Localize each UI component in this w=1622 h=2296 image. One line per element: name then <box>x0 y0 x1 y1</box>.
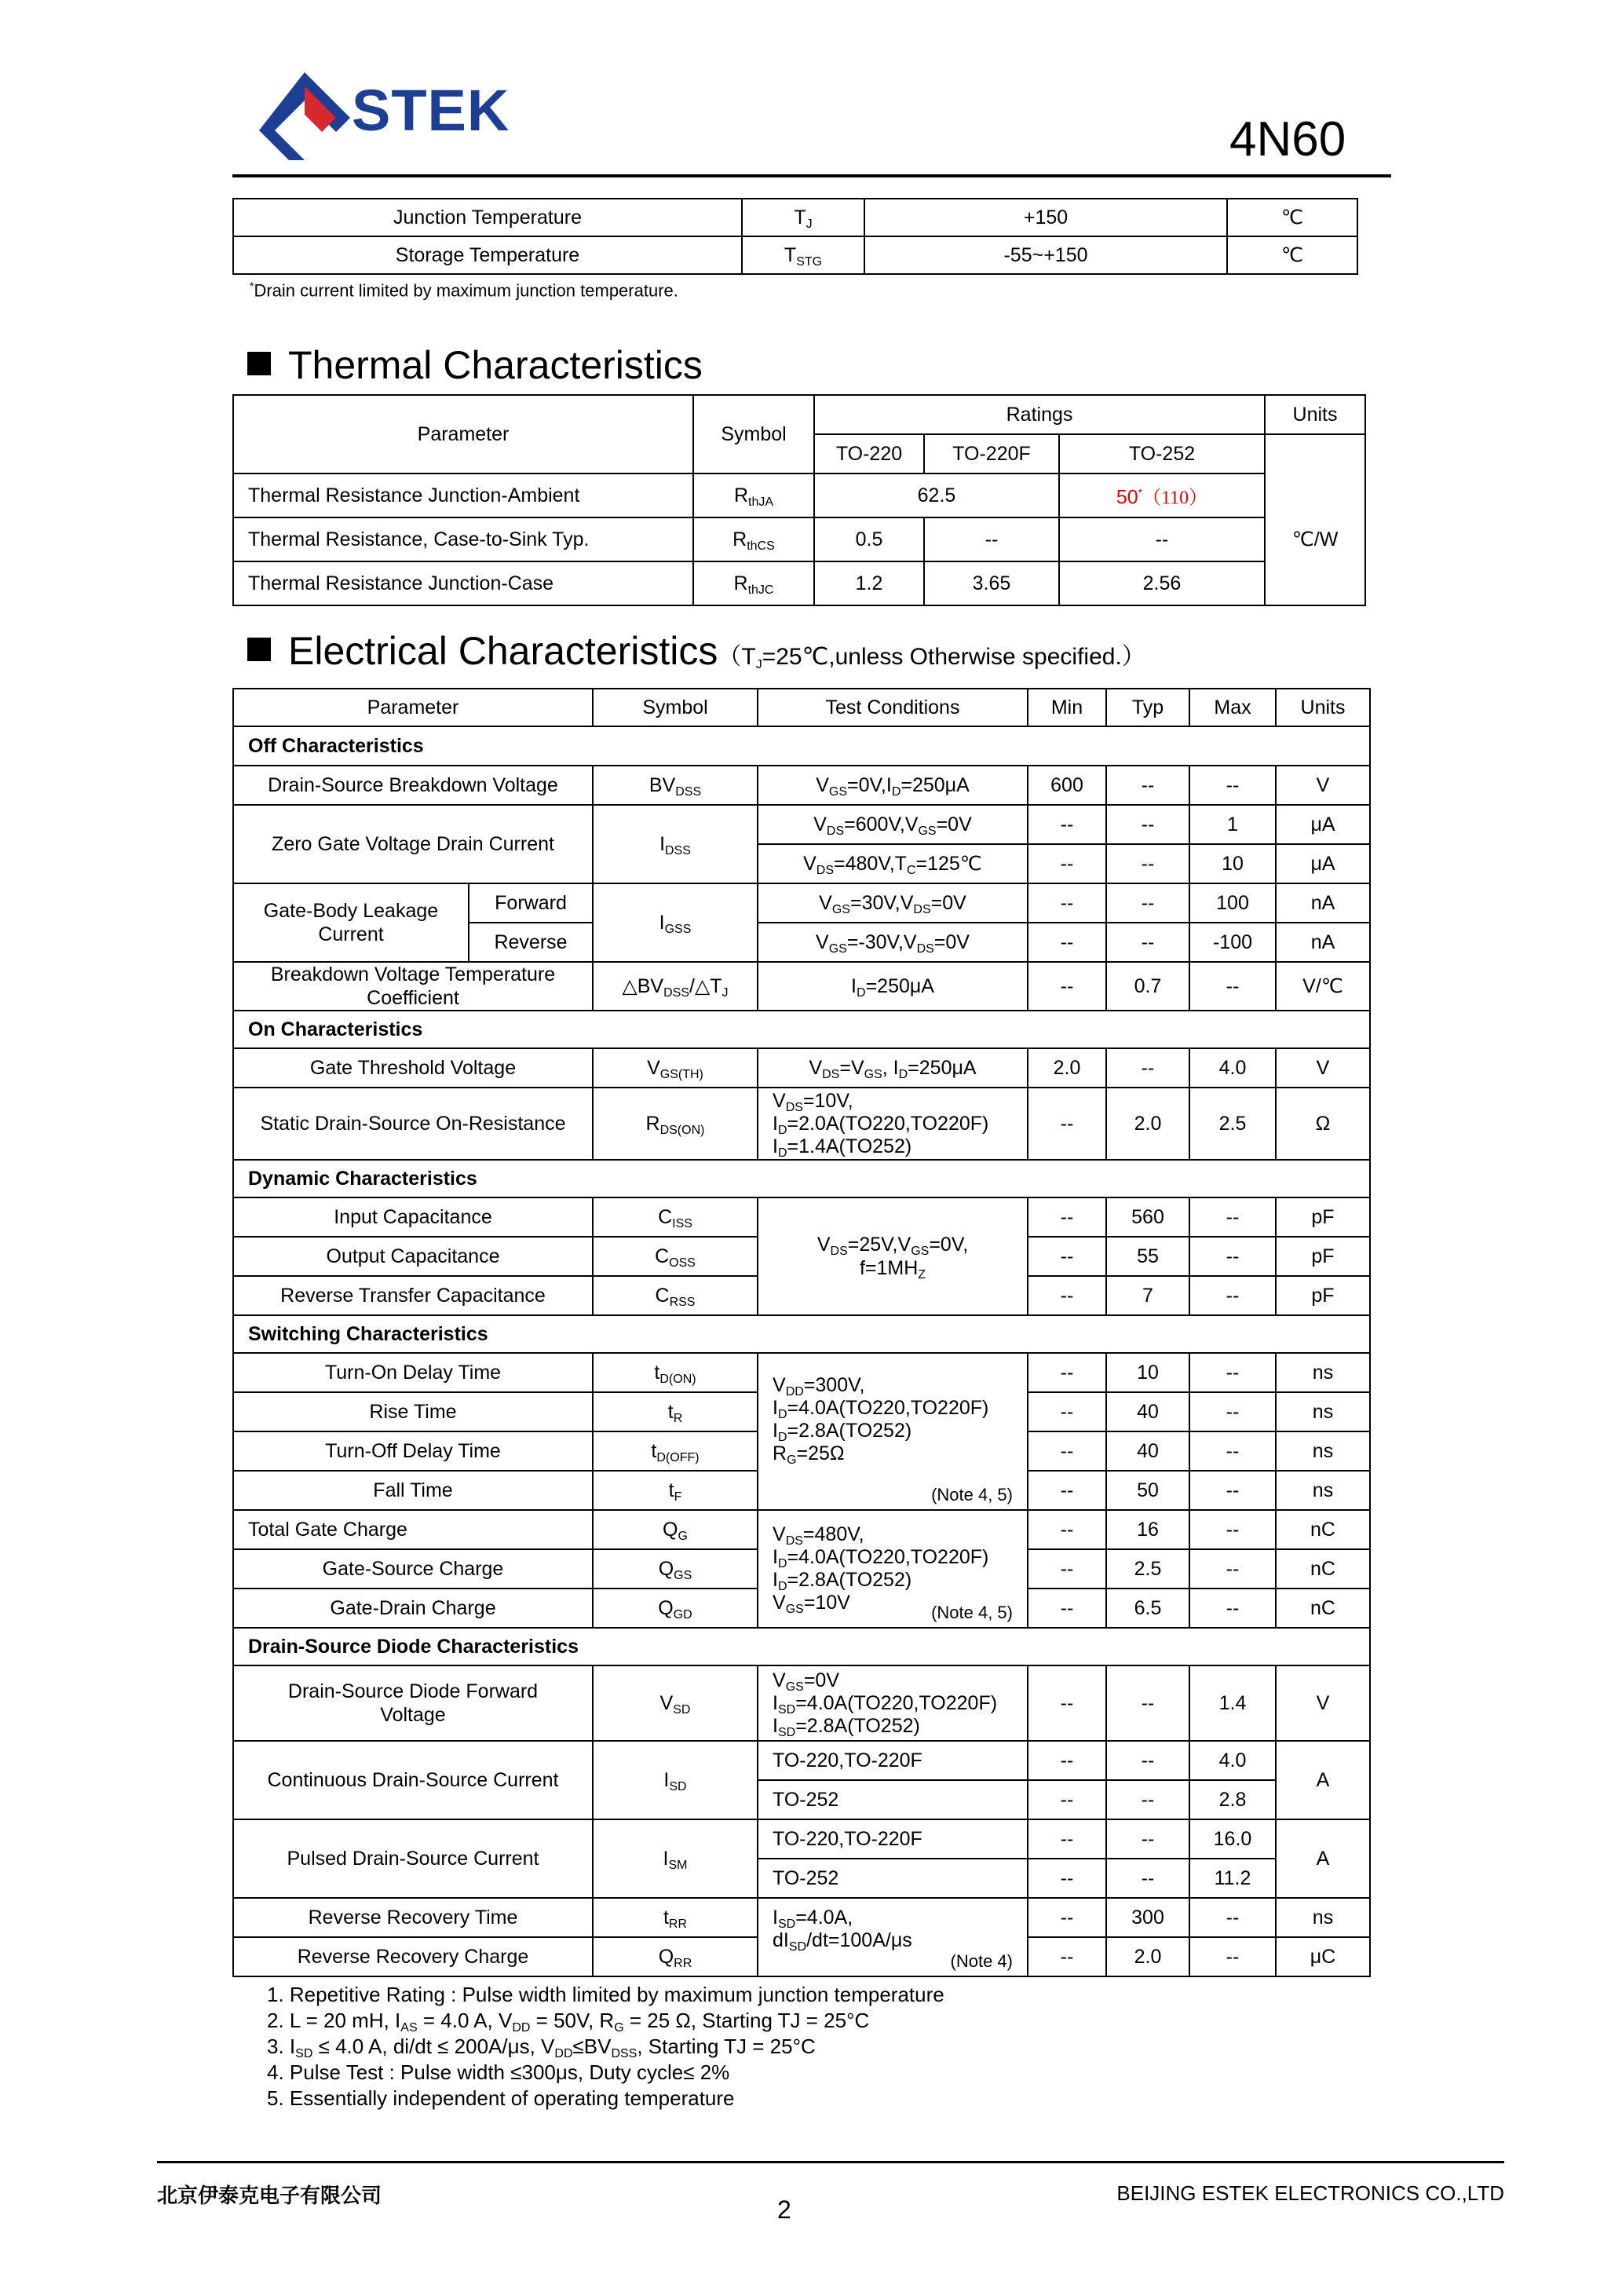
unit-cell: nC <box>1276 1589 1370 1628</box>
param-cell: Thermal Resistance Junction-Ambient <box>233 473 693 517</box>
footer-company-en: BEIJING ESTEK ELECTRONICS CO.,LTD <box>1116 2181 1504 2205</box>
symbol-cell: $C_{ISS}$ <box>593 1197 758 1237</box>
unit-cell: ns <box>1276 1431 1370 1471</box>
param-cell: Gate-Source Charge <box>233 1549 593 1589</box>
typ-cell: 16 <box>1106 1510 1189 1549</box>
typ-cell: -- <box>1106 844 1189 883</box>
symbol-cell: $C_{OSS}$ <box>593 1237 758 1276</box>
min-cell: -- <box>1028 844 1106 883</box>
value-cell: 50*（110） <box>1059 473 1265 517</box>
col-header-ratings: Ratings <box>814 395 1265 434</box>
table-row <box>233 962 1370 1011</box>
value-cell: 62.5 <box>814 473 1059 517</box>
max-cell: 2.5 <box>1189 1088 1276 1160</box>
footnote: 5. Essentially independent of operating temperature <box>267 2086 735 2110</box>
min-cell: -- <box>1028 1276 1106 1315</box>
symbol-cell: $R_{thJC}$ <box>693 561 814 605</box>
col-header-units: Units <box>1276 689 1370 726</box>
max-cell: -- <box>1189 1237 1276 1276</box>
condition-cell: $V_{GS}=30V,V_{DS}=0V$ <box>758 883 1028 923</box>
condition-cell: $V_{DS}=600V,V_{GS}=0V$ <box>758 805 1028 844</box>
table-header-row <box>233 689 1370 726</box>
value-cell: +150 <box>864 199 1227 236</box>
unit-cell: A <box>1276 1741 1370 1819</box>
subparam-cell: Forward <box>469 883 593 923</box>
condition-cell <box>758 1898 1028 1976</box>
typ-cell: -- <box>1106 1780 1189 1819</box>
symbol-cell: $\triangle BV_{DSS}/\triangle T_J$ <box>593 962 758 1011</box>
typ-cell: 40 <box>1106 1392 1189 1431</box>
param-cell: Reverse Transfer Capacitance <box>233 1276 593 1315</box>
note-ref: (Note 4, 5) <box>931 1603 1013 1622</box>
unit-cell: nA <box>1276 883 1370 923</box>
min-cell: -- <box>1028 1937 1106 1976</box>
min-cell: -- <box>1028 1353 1106 1392</box>
min-cell: -- <box>1028 1741 1106 1780</box>
unit-cell: Ω <box>1276 1088 1370 1160</box>
footnote: 2. L = 20 mH, $I_{AS} = 4.0$ A, $V_{DD} = 50V$, $R_G = 25$ Ω, Starting TJ = 25°C <box>267 2009 870 2035</box>
symbol-cell: $R_{thJA}$ <box>693 473 814 517</box>
symbol-cell: $Q_{GD}$ <box>593 1589 758 1628</box>
condition-cell: TO-252 <box>758 1780 1028 1819</box>
min-cell: -- <box>1028 1589 1106 1628</box>
max-cell: -- <box>1189 1431 1276 1471</box>
page-number: 2 <box>777 2195 791 2224</box>
value-cell: -- <box>1059 517 1265 561</box>
typ-cell: 2.0 <box>1106 1088 1189 1160</box>
param-cell: Reverse Recovery Time <box>233 1898 593 1937</box>
max-cell: 1 <box>1189 805 1276 844</box>
max-cell: 10 <box>1189 844 1276 883</box>
min-cell: -- <box>1028 1197 1106 1237</box>
condition-cell: $V_{GS}=0V$ $I_{SD}=4.0A(TO220,TO220F)$ $I_{SD}=2.8A(TO252)$ <box>758 1665 1028 1741</box>
table-row <box>233 1048 1370 1088</box>
min-cell: -- <box>1028 1859 1106 1898</box>
condition-cell: $V_{DS}=25V,V_{GS}=0V$, $f=1MH_Z$ <box>758 1197 1028 1315</box>
param-cell: Total Gate Charge <box>233 1510 593 1549</box>
min-cell: 2.0 <box>1028 1048 1106 1088</box>
value-cell: -- <box>924 517 1059 561</box>
col-header-units: Units <box>1265 395 1365 434</box>
value-cell: 2.56 <box>1059 561 1265 605</box>
table-row <box>233 1819 1370 1859</box>
condition-cell: TO-220,TO-220F <box>758 1819 1028 1859</box>
electrical-section-title: Electrical $Characteristics(T_J=25℃,unless$ Otherwise specified.） <box>247 628 1145 674</box>
note-ref: (Note 4, 5) <box>931 1485 1013 1504</box>
value-cell: 3.65 <box>924 561 1059 605</box>
condition-cell: $V_{GS}=-30V,V_{DS}=0V$ <box>758 923 1028 962</box>
typ-cell: -- <box>1106 1048 1189 1088</box>
section-row <box>233 1315 1370 1353</box>
min-cell: -- <box>1028 1471 1106 1510</box>
param-cell: Breakdown Voltage Temperature Coefficient <box>233 962 593 1011</box>
max-cell: 1.4 <box>1189 1665 1276 1741</box>
typ-cell: -- <box>1106 1819 1189 1859</box>
section-heading: On Characteristics <box>233 1011 1370 1048</box>
param-cell: Input Capacitance <box>233 1197 593 1237</box>
typ-cell: 2.5 <box>1106 1549 1189 1589</box>
footnotes <box>267 1982 944 2111</box>
absolute-ratings-table <box>232 198 1358 275</box>
symbol-cell: $I_{SD}$ <box>593 1741 758 1819</box>
section-heading: Drain-Source Diode Characteristics <box>233 1628 1370 1665</box>
gate-charge-conditions: $V_{DS}=480V$, $I_D=4.0A(TO220,TO220F)$ $I_D=2.8A(TO252)$ $V_{GS}=10V$ <box>773 1523 989 1616</box>
col-header-min: Min <box>1028 689 1106 726</box>
square-bullet-icon <box>247 352 271 375</box>
unit-cell: μC <box>1276 1937 1370 1976</box>
max-cell: 2.8 <box>1189 1780 1276 1819</box>
table-row <box>233 236 1357 274</box>
unit-cell: ℃/W <box>1265 473 1365 605</box>
section-row <box>233 726 1370 766</box>
min-cell: -- <box>1028 1665 1106 1741</box>
max-cell: -- <box>1189 1353 1276 1392</box>
section-row <box>233 1011 1370 1048</box>
drain-current-note: *Drain current limited by maximum junction temperature. <box>250 280 678 301</box>
typ-cell: -- <box>1106 1859 1189 1898</box>
min-cell: -- <box>1028 1431 1106 1471</box>
subparam-cell: Reverse <box>469 923 593 962</box>
table-row <box>233 1510 1370 1549</box>
symbol-cell: $t_F$ <box>593 1471 758 1510</box>
table-row <box>233 561 1365 605</box>
col-header-parameter: Parameter <box>233 395 693 473</box>
unit-cell: ℃ <box>1227 236 1357 274</box>
table-header-row <box>233 395 1365 434</box>
param-cell: Gate-Body Leakage Current <box>233 883 469 962</box>
col-header-max: Max <box>1189 689 1276 726</box>
min-cell: -- <box>1028 1510 1106 1549</box>
typ-cell: -- <box>1106 1741 1189 1780</box>
param-cell: Thermal Resistance, Case-to-Sink Typ. <box>233 517 693 561</box>
square-bullet-icon <box>247 638 271 661</box>
col-header-typ: Typ <box>1106 689 1189 726</box>
footer-company-cn: 北京伊泰克电子有限公司 <box>157 2184 382 2207</box>
unit-cell: μA <box>1276 844 1370 883</box>
symbol-cell: $t_{D(ON)}$ <box>593 1353 758 1392</box>
symbol-cell: $V_{SD}$ <box>593 1665 758 1741</box>
min-cell: -- <box>1028 1392 1106 1431</box>
condition-cell: $V_{DS}=480V,T_C=125℃$ <box>758 844 1028 883</box>
typ-cell: 10 <box>1106 1353 1189 1392</box>
col-header-to220f: TO-220F <box>924 434 1059 473</box>
footnote: 1. Repetitive Rating : Pulse width limited by maximum junction temperature <box>267 1983 944 2006</box>
unit-cell: nC <box>1276 1549 1370 1589</box>
brand-logo <box>250 63 517 165</box>
param-cell: Fall Time <box>233 1471 593 1510</box>
typ-cell: 0.7 <box>1106 962 1189 1011</box>
value-cell: -55~+150 <box>864 236 1227 274</box>
param-cell: Turn-Off Delay Time <box>233 1431 593 1471</box>
param-cell: Continuous Drain-Source Current <box>233 1741 593 1819</box>
typ-cell: 560 <box>1106 1197 1189 1237</box>
empty-cell <box>1265 434 1365 473</box>
table-row <box>233 883 1370 923</box>
max-cell: 16.0 <box>1189 1819 1276 1859</box>
param-cell: Drain-Source Breakdown Voltage <box>233 766 593 805</box>
condition-cell: $V_{GS}=0V,I_D=250\mu A$ <box>758 766 1028 805</box>
symbol-cell: $V_{GS(TH)}$ <box>593 1048 758 1088</box>
param-cell: Reverse Recovery Charge <box>233 1937 593 1976</box>
max-cell: -- <box>1189 1197 1276 1237</box>
unit-cell: nA <box>1276 923 1370 962</box>
max-cell: -- <box>1189 1898 1276 1937</box>
condition-cell <box>758 1353 1028 1510</box>
section-heading: Dynamic Characteristics <box>233 1160 1370 1197</box>
col-header-conditions: Test Conditions <box>758 689 1028 726</box>
min-cell: -- <box>1028 962 1106 1011</box>
min-cell: -- <box>1028 883 1106 923</box>
unit-cell: V <box>1276 766 1370 805</box>
condition-cell: $I_D=250\mu A$ <box>758 962 1028 1011</box>
col-header-parameter: Parameter <box>233 689 593 726</box>
value-cell: 0.5 <box>814 517 924 561</box>
max-cell: -- <box>1189 1937 1276 1976</box>
max-cell: -- <box>1189 1510 1276 1549</box>
min-cell: -- <box>1028 805 1106 844</box>
typ-cell: 50 <box>1106 1471 1189 1510</box>
symbol-cell: $I_{SM}$ <box>593 1819 758 1898</box>
table-row <box>233 1197 1370 1237</box>
unit-cell: ns <box>1276 1471 1370 1510</box>
typ-cell: -- <box>1106 883 1189 923</box>
symbol-cell: $t_R$ <box>593 1392 758 1431</box>
typ-cell: 7 <box>1106 1276 1189 1315</box>
param-cell: Static Drain-Source On-Resistance <box>233 1088 593 1160</box>
unit-cell: pF <box>1276 1197 1370 1237</box>
table-row <box>233 1665 1370 1741</box>
param-cell: Zero Gate Voltage Drain Current <box>233 805 593 883</box>
condition-cell: $V_{DS}=V_{GS}$, $I_D=250\mu A$ <box>758 1048 1028 1088</box>
brand-name: STEK <box>352 78 510 143</box>
min-cell: -- <box>1028 1549 1106 1589</box>
col-header-symbol: Symbol <box>693 395 814 473</box>
unit-cell: V <box>1276 1048 1370 1088</box>
section-heading: Switching Characteristics <box>233 1315 1370 1353</box>
symbol-cell: $R_{thCS}$ <box>693 517 814 561</box>
condition-cell <box>758 1510 1028 1628</box>
typ-cell: 40 <box>1106 1431 1189 1471</box>
value-cell: 1.2 <box>814 561 924 605</box>
symbol-cell: $R_{DS(ON)}$ <box>593 1088 758 1160</box>
symbol-cell: $Q_{GS}$ <box>593 1549 758 1589</box>
min-cell: -- <box>1028 1237 1106 1276</box>
min-cell: -- <box>1028 923 1106 962</box>
unit-cell: V <box>1276 1665 1370 1741</box>
table-row <box>233 1353 1370 1392</box>
unit-cell: ℃ <box>1227 199 1357 236</box>
param-cell: Rise Time <box>233 1392 593 1431</box>
symbol-cell: $I_{GSS}$ <box>593 883 758 962</box>
symbol-cell: $Q_G$ <box>593 1510 758 1549</box>
param-cell: Thermal Resistance Junction-Case <box>233 561 693 605</box>
section-row <box>233 1160 1370 1197</box>
footnote: 3. $I_{SD} \le 4.0$ A, di/dt ≤ 200A/μs, $V_{DD}\le BV_{DSS}$, Starting TJ = 25°C <box>267 2035 816 2060</box>
param-cell: Storage Temperature <box>233 236 742 274</box>
symbol-cell: $T_J$ <box>742 199 864 236</box>
param-cell: Junction Temperature <box>233 199 742 236</box>
max-cell: -- <box>1189 1471 1276 1510</box>
symbol-cell: $t_{D(OFF)}$ <box>593 1431 758 1471</box>
symbol-cell: $C_{RSS}$ <box>593 1276 758 1315</box>
max-cell: -100 <box>1189 923 1276 962</box>
typ-cell: -- <box>1106 766 1189 805</box>
table-row <box>233 1898 1370 1937</box>
max-cell: -- <box>1189 1276 1276 1315</box>
max-cell: -- <box>1189 1549 1276 1589</box>
col-header-to220: TO-220 <box>814 434 924 473</box>
unit-cell: μA <box>1276 805 1370 844</box>
electrical-table <box>232 688 1371 1977</box>
table-row <box>233 1088 1370 1160</box>
max-cell: -- <box>1189 1589 1276 1628</box>
table-row <box>233 805 1370 844</box>
param-cell: Drain-Source Diode Forward Voltage <box>233 1665 593 1741</box>
max-cell: 4.0 <box>1189 1048 1276 1088</box>
col-header-symbol: Symbol <box>593 689 758 726</box>
typ-cell: 300 <box>1106 1898 1189 1937</box>
unit-cell: V/℃ <box>1276 962 1370 1011</box>
max-cell: -- <box>1189 766 1276 805</box>
thermal-section-title: Thermal Characteristics <box>247 342 703 388</box>
typ-cell: -- <box>1106 805 1189 844</box>
table-row <box>233 199 1357 236</box>
typ-cell: 55 <box>1106 1237 1189 1276</box>
min-cell: -- <box>1028 1088 1106 1160</box>
max-cell: 11.2 <box>1189 1859 1276 1898</box>
min-cell: -- <box>1028 1819 1106 1859</box>
param-cell: Gate Threshold Voltage <box>233 1048 593 1088</box>
header-rule <box>232 174 1391 177</box>
footnote: 4. Pulse Test : Pulse width ≤300μs, Duty cycle≤ 2% <box>267 2060 730 2084</box>
symbol-cell: $T_{STG}$ <box>742 236 864 274</box>
unit-cell: ns <box>1276 1392 1370 1431</box>
param-cell: Turn-On Delay Time <box>233 1353 593 1392</box>
min-cell: -- <box>1028 1780 1106 1819</box>
symbol-cell: $t_{RR}$ <box>593 1898 758 1937</box>
max-cell: 100 <box>1189 883 1276 923</box>
table-row <box>233 473 1365 517</box>
table-row <box>233 1741 1370 1780</box>
symbol-cell: $BV_{DSS}$ <box>593 766 758 805</box>
condition-cell: TO-220,TO-220F <box>758 1741 1028 1780</box>
footer-rule <box>157 2161 1504 2163</box>
condition-cell: $V_{DS}=10V$, $I_D=2.0A(TO220,TO220F)$ $I_D=1.4A(TO252)$ <box>758 1088 1028 1160</box>
part-number: 4N60 <box>1229 112 1346 166</box>
unit-cell: nC <box>1276 1510 1370 1549</box>
symbol-cell: $Q_{RR}$ <box>593 1937 758 1976</box>
unit-cell: A <box>1276 1819 1370 1898</box>
param-cell: Pulsed Drain-Source Current <box>233 1819 593 1898</box>
param-cell: Output Capacitance <box>233 1237 593 1276</box>
condition-cell: TO-252 <box>758 1859 1028 1898</box>
col-header-to252: TO-252 <box>1059 434 1265 473</box>
recovery-conditions: $I_{SD}=4.0A$, $dI_{SD}/dt=100A/\mu s$ <box>773 1907 912 1954</box>
max-cell: -- <box>1189 1392 1276 1431</box>
min-cell: 600 <box>1028 766 1106 805</box>
unit-cell: pF <box>1276 1237 1370 1276</box>
unit-cell: ns <box>1276 1353 1370 1392</box>
note-ref: (Note 4) <box>950 1951 1013 1971</box>
param-cell: Gate-Drain Charge <box>233 1589 593 1628</box>
max-cell: 4.0 <box>1189 1741 1276 1780</box>
unit-cell: ns <box>1276 1898 1370 1937</box>
typ-cell: -- <box>1106 923 1189 962</box>
typ-cell: -- <box>1106 1665 1189 1741</box>
stek-logo-icon <box>250 63 367 165</box>
thermal-table <box>232 394 1366 606</box>
table-row <box>233 766 1370 805</box>
section-heading: Off Characteristics <box>233 726 1370 766</box>
max-cell: -- <box>1189 962 1276 1011</box>
switching-conditions: $V_{DD}=300V$, $I_D=4.0A(TO220,TO220F)$ $I_D=2.8A(TO252)$ $R_G=25\Omega$ <box>773 1374 989 1467</box>
typ-cell: 6.5 <box>1106 1589 1189 1628</box>
min-cell: -- <box>1028 1898 1106 1937</box>
unit-cell: pF <box>1276 1276 1370 1315</box>
typ-cell: 2.0 <box>1106 1937 1189 1976</box>
symbol-cell: $I_{DSS}$ <box>593 805 758 883</box>
table-row <box>233 517 1365 561</box>
section-row <box>233 1628 1370 1665</box>
